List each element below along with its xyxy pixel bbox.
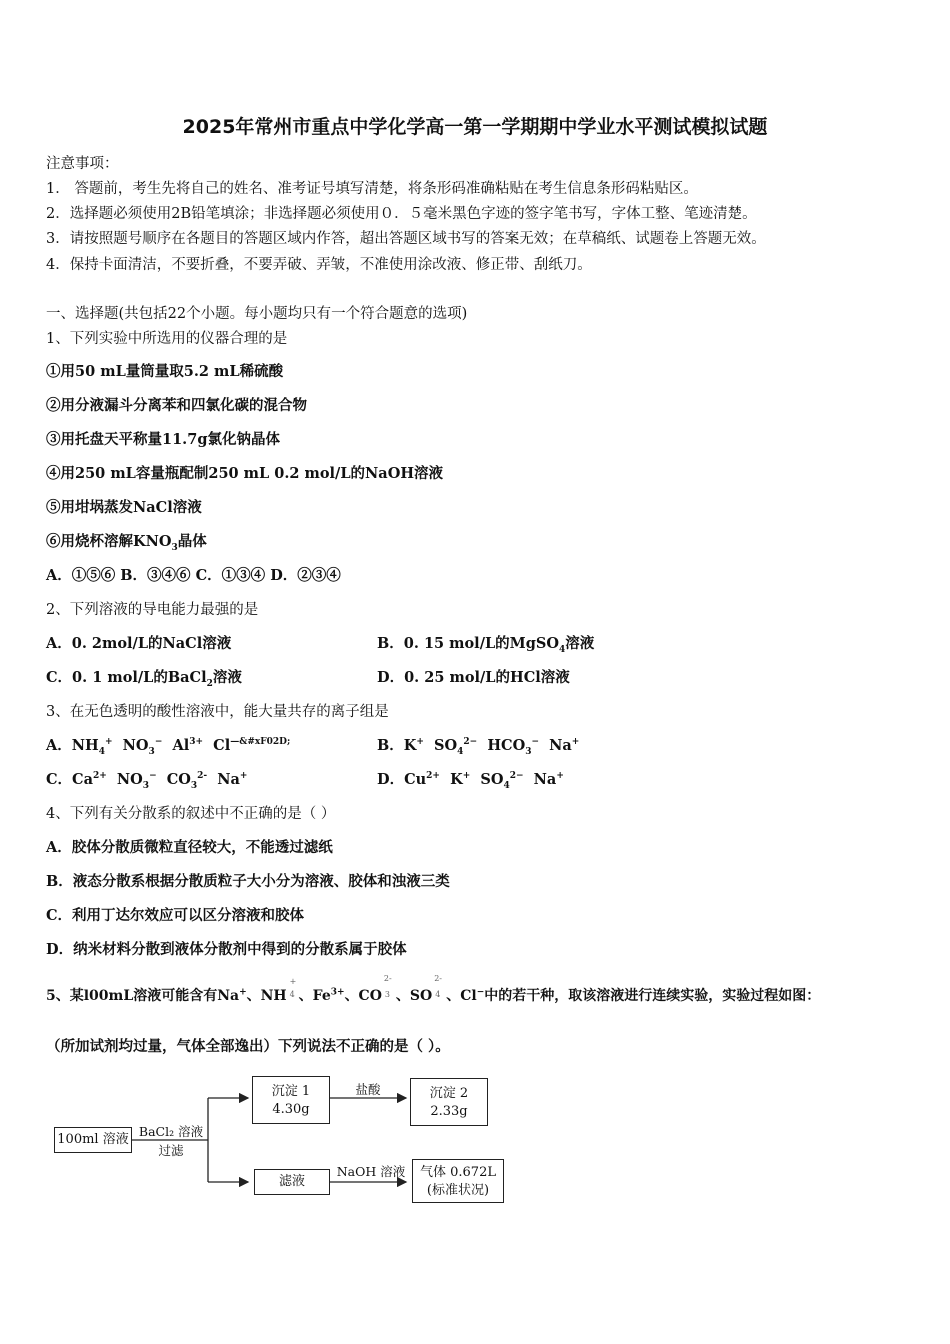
q5-stem-prefix: 5、某l00mL溶液可能含有Na <box>46 988 240 1004</box>
q5-cl-sup: − <box>476 987 485 998</box>
q3-c-ion1: Ca <box>72 771 93 788</box>
q1-stem: 1、下列实验中所选用的仪器合理的是 <box>46 331 288 347</box>
q3-d-label: D． <box>377 771 405 788</box>
notice-item-4: 4．保持卡面清洁，不要折叠，不要弄破、弄皱，不准使用涂改液、修正带、刮纸刀。 <box>46 257 592 273</box>
q2-c-tail: 溶液 <box>212 669 242 686</box>
q3-stem: 3、在无色透明的酸性溶液中，能大量共存的离子组是 <box>46 704 389 720</box>
q2-option-a: A．0. 2mol/L的NaCl溶液 <box>46 635 232 652</box>
q2-option-d: D．0. 25 mol/L的HCl溶液 <box>377 669 570 686</box>
ppt2-mass: 2.33g <box>430 1104 468 1119</box>
q5-tail2: 中的若干种，取该溶液进行连续实验，实验过程如图： <box>484 988 821 1004</box>
q3-b-sup3: − <box>531 737 540 748</box>
q3-d-ion4: Na <box>533 771 557 788</box>
q3-d-sup2: + <box>462 771 471 782</box>
q3-d-sup1: 2+ <box>426 771 440 782</box>
q1-item-4: ④用250 mL容量瓶配制250 mL 0.2 mol/L的NaOH溶液 <box>46 465 444 482</box>
q3-option-b <box>377 734 579 755</box>
ppt1-mass: 4.30g <box>272 1102 310 1117</box>
q5-stem <box>46 974 821 1005</box>
ppt2-name: 沉淀 2 <box>429 1086 469 1101</box>
q5-fe: 、Fe <box>298 988 331 1004</box>
ppt2-box <box>410 1078 488 1126</box>
section-heading: 一、选择题(共包括22个小题。每小题均只有一个符合题意的选项) <box>46 306 468 322</box>
q3-a-ion4: Cl <box>213 737 231 754</box>
q3-a-sup1: + <box>105 737 113 748</box>
q3-c-ion3: CO <box>166 771 191 788</box>
q5-nh-mark-bot: 4 <box>289 990 295 999</box>
q2-b-tail: 溶液 <box>565 635 595 652</box>
q1-item-5: ⑤用坩埚蒸发NaCl溶液 <box>46 499 202 516</box>
q3-a-sup3: 3+ <box>189 737 204 748</box>
q3-b-sup1: + <box>416 737 424 748</box>
q5-line2: （所加试剂均过量，气体全部逸出）下列说法不正确的是（ ）。 <box>46 1038 450 1055</box>
q3-c-sub3: 3 <box>190 780 198 791</box>
q3-option-a <box>46 734 290 755</box>
start-box: 100ml 溶液 <box>54 1127 132 1153</box>
notice-heading: 注意事项： <box>46 156 119 172</box>
ppt1-name: 沉淀 1 <box>271 1084 311 1099</box>
q3-b-ion1: K <box>403 737 417 754</box>
q3-a-ion2: NO <box>122 737 149 754</box>
q3-a-sub2: 3 <box>148 746 155 757</box>
q5-nh-mark-top: + <box>289 977 297 986</box>
q5-so-mark-bot: 4 <box>435 990 441 999</box>
q5-tail: 、Cl <box>446 988 477 1004</box>
q3-d-ion2: K <box>450 771 463 788</box>
q3-option-d <box>377 768 564 789</box>
q3-b-label: B． <box>377 737 404 754</box>
q3-b-sub3: 3 <box>525 746 532 757</box>
q1-item-1: ①用50 mL量筒量取5.2 mL稀硫酸 <box>46 363 284 380</box>
q3-b-ion3: HCO <box>487 737 526 754</box>
ppt1-box <box>252 1076 330 1124</box>
q3-c-sub2: 3 <box>142 780 150 791</box>
filtrate-box: 滤液 <box>254 1169 330 1195</box>
q3-b-sub2: 4 <box>457 746 464 757</box>
q3-a-label: A． <box>46 737 72 754</box>
q2-c-sub: 2 <box>206 678 213 689</box>
q2-option-b <box>377 632 594 653</box>
q3-b-ion4: Na <box>549 737 572 754</box>
reagent1-top: BaCl₂ 溶液 <box>138 1124 204 1139</box>
q5-co-mark-top: 2- <box>383 974 392 983</box>
q3-d-sup3: 2− <box>509 771 524 782</box>
q4-option-b: B．液态分散系根据分散质粒子大小分为溶液、胶体和浊液三类 <box>46 873 450 890</box>
q1-item-6-text: ⑥用烧杯溶解KNO <box>46 533 172 550</box>
reagent1-bottom: 过滤 <box>158 1143 184 1158</box>
q1-item-6-sub: 3 <box>171 542 178 553</box>
q4-option-a: A．胶体分散质微粒直径较大，不能透过滤纸 <box>46 839 333 856</box>
q5-so-mark <box>432 974 446 1000</box>
q3-c-sup3: 2- <box>197 771 208 782</box>
q1-item-6-tail: 晶体 <box>177 533 207 550</box>
flow-diagram <box>50 1068 520 1208</box>
q3-b-sup2: 2− <box>463 737 478 748</box>
q3-c-label: C． <box>46 771 73 788</box>
q3-c-sup2: − <box>149 771 157 782</box>
acid-label: 盐酸 <box>355 1082 381 1097</box>
q2-b-text: B．0. 15 mol/L的MgSO <box>377 635 559 652</box>
notice-item-2: 2．选择题必须使用2B铅笔填涂；非选择题必须使用０．５毫米黑色字迹的签字笔书写，字体工整、笔迹清楚。 <box>46 206 757 222</box>
gas-box <box>412 1159 504 1203</box>
q3-d-ion3: SO <box>480 771 504 788</box>
q1-item-6 <box>46 530 207 551</box>
q3-c-ion2: NO <box>116 771 143 788</box>
q5-so: 、SO <box>395 988 433 1004</box>
q5-co: 、CO <box>344 988 382 1004</box>
q5-na-sup: + <box>239 987 247 998</box>
q1-item-3: ③用托盘天平称量11.7g氯化钠晶体 <box>46 431 280 448</box>
notice-item-1: 1． 答题前，考生先将自己的姓名、准考证号填写清楚，将条形码准确粘贴在考生信息条形码粘贴区。 <box>46 181 698 197</box>
q4-option-d: D．纳米材料分散到液体分散剂中得到的分散系属于胶体 <box>46 941 407 958</box>
q3-d-ion1: Cu <box>404 771 427 788</box>
q3-c-sup1: 2+ <box>92 771 107 782</box>
q3-b-ion2: SO <box>434 737 458 754</box>
q5-nh: 、NH <box>246 988 287 1004</box>
gas-condition: (标准状况) <box>426 1183 490 1198</box>
q2-option-c <box>46 666 242 687</box>
q3-a-sup2: − <box>154 737 163 748</box>
q2-b-sub: 4 <box>558 644 566 655</box>
q3-option-c <box>46 768 247 789</box>
q5-so-mark-top: 2- <box>434 974 443 983</box>
q1-options: A．①⑤⑥ B．③④⑥ C．①③④ D．②③④ <box>46 567 341 584</box>
q3-a-sup4: —&#xF02D; <box>230 737 291 748</box>
page-title: 2025年常州市重点中学化学高一第一学期期中学业水平测试模拟试题 <box>182 116 768 138</box>
q5-nh-mark <box>287 977 299 1000</box>
q3-c-sup4: + <box>239 771 248 782</box>
gas-volume: 气体 0.672L <box>420 1165 496 1180</box>
q5-fe-sup: 3+ <box>330 987 345 998</box>
q2-stem: 2、下列溶液的导电能力最强的是 <box>46 602 259 618</box>
q2-c-text: C．0. 1 mol/L的BaCl <box>46 669 207 686</box>
q3-c-ion4: Na <box>217 771 240 788</box>
q3-a-sub1: 4 <box>98 746 105 757</box>
q3-a-ion3: Al <box>172 737 190 754</box>
naoh-label: NaOH 溶液 <box>336 1164 406 1179</box>
q3-d-sup4: + <box>556 771 564 782</box>
q3-d-sub3: 4 <box>503 780 510 791</box>
q3-b-sup4: + <box>571 737 580 748</box>
q4-option-c: C．利用丁达尔效应可以区分溶液和胶体 <box>46 907 305 924</box>
notice-item-3: 3．请按照题号顺序在各题目的答题区域内作答，超出答题区域书写的答案无效；在草稿纸、试题卷上答题无效。 <box>46 231 766 247</box>
q5-co-mark <box>382 974 396 1000</box>
q1-item-2: ②用分液漏斗分离苯和四氯化碳的混合物 <box>46 397 307 414</box>
q3-a-ion1: NH <box>71 737 99 754</box>
q5-co-mark-bot: 3 <box>384 990 390 999</box>
q4-stem: 4、下列有关分散系的叙述中不正确的是（ ） <box>46 806 336 822</box>
